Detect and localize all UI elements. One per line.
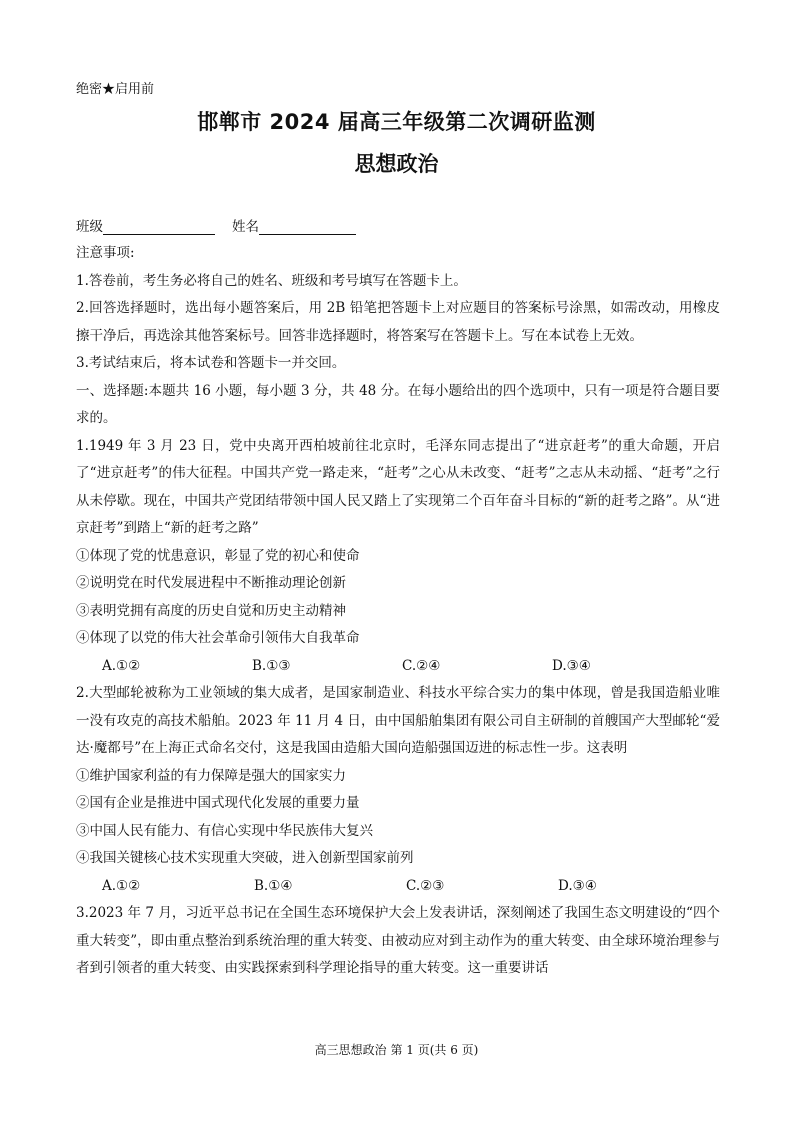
name-blank[interactable] xyxy=(259,220,356,235)
note-item: 3.考试结束后，将本试卷和答题卡一并交回。 xyxy=(76,355,346,371)
page-footer: 高三思想政治 第 1 页(共 6 页) xyxy=(314,1043,479,1057)
confidential-mark: 绝密★启用前 xyxy=(76,82,155,97)
class-blank[interactable] xyxy=(103,220,215,235)
question-1-statement: ①体现了党的忧患意识，彰显了党的初心和使命 xyxy=(76,547,360,564)
question-3-stem: 3.2023 年 7 月，习近平总书记在全国生态环境保护大会上发表讲话，深刻阐述了我国生态文明建设的“四个重大转变”，即由重点整治到系统治理的重大转变、由被动应对到主动作为的重大转变、由全球环境治理参与者到引领者的重大转变、由实践探索到科学理论指导的重大转变。这一重要讲话 xyxy=(76,905,720,976)
question-2-statement: ③中国人民有能力、有信心实现中华民族伟大复兴 xyxy=(76,822,373,839)
name-label: 姓名 xyxy=(232,219,259,235)
question-2-statement: ②国有企业是推进中国式现代化发展的重要力量 xyxy=(76,795,360,811)
question-1-statement: ②说明党在时代发展进程中不断推动理论创新 xyxy=(76,575,346,591)
option-c: C.②④ xyxy=(402,657,441,674)
question-2-statement: ④我国关键核心技术实现重大突破，进入创新型国家前列 xyxy=(76,850,414,866)
exam-title: 邯郸市 2024 届高三年级第二次调研监测 xyxy=(197,110,596,134)
question-2-statement: ①维护国家利益的有力保障是强大的国家实力 xyxy=(76,767,346,784)
note-item: 2.回答选择题时，选出每小题答案后，用 2B 铅笔把答题卡上对应题目的答案标号涂黑，如需改动，用橡皮擦干净后，再选涂其他答案标号。回答非选择题时，将答案写在答题卡上。写在本试卷上无效。 xyxy=(76,300,720,344)
class-field xyxy=(76,215,215,235)
notes-heading: 注意事项: xyxy=(76,245,135,261)
option-a: A.①② xyxy=(102,877,141,894)
option-b: B.①③ xyxy=(252,657,291,674)
question-2-options xyxy=(76,873,720,901)
option-a: A.①② xyxy=(102,657,141,674)
option-d: D.③④ xyxy=(558,877,597,894)
section-instructions: 一、选择题:本题共 16 小题，每小题 3 分，共 48 分。在每小题给出的四个选项中，只有一项是符合题目要求的。 xyxy=(76,382,720,426)
question-2-stem: 2.大型邮轮被称为工业领域的集大成者，是国家制造业、科技水平综合实力的集中体现，曾是我国造船业唯一没有攻克的高技术船舶。2023 年 11 月 4 日，由中国船舶集团有限公司自主研制的首艘国产大型邮轮“爱达·魔都号”在上海正式命名交付，这是我国由造船大国向造船强国迈进的标志性一步。这表明 xyxy=(76,685,720,756)
name-field xyxy=(232,215,356,235)
question-1-stem: 1.1949 年 3 月 23 日，党中央离开西柏坡前往北京时，毛泽东同志提出了“进京赶考”的重大命题，开启了“进京赶考”的伟大征程。中国共产党一路走来，“赶考”之心从未改变、“赶考”之志从未动摇、“赶考”之行从未停歇。现在，中国共产党团结带领中国人民又踏上了实现第二个百年奋斗目标的“新的赶考之路”。从“进京赶考”到踏上“新的赶考之路” xyxy=(76,437,720,536)
question-1-statement: ③表明党拥有高度的历史自觉和历史主动精神 xyxy=(76,602,346,619)
question-1-statement: ④体现了以党的伟大社会革命引领伟大自我革命 xyxy=(76,630,360,646)
class-label: 班级 xyxy=(76,219,103,235)
option-d: D.③④ xyxy=(552,657,591,674)
note-item: 1.答卷前，考生务必将自己的姓名、班级和考号填写在答题卡上。 xyxy=(76,272,467,289)
question-1-options xyxy=(76,653,720,681)
option-b: B.①④ xyxy=(254,877,293,894)
subject-title: 思想政治 xyxy=(354,152,439,176)
option-c: C.②③ xyxy=(406,877,445,894)
exam-body xyxy=(76,240,720,983)
